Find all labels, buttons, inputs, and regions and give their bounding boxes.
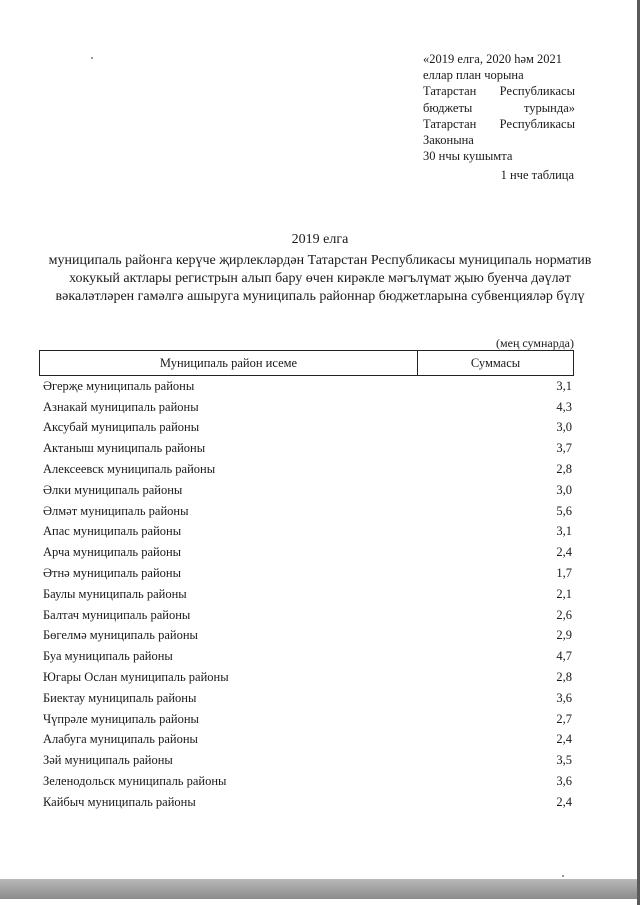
district-name: Зәй муниципаль районы: [43, 753, 173, 768]
subsidy-sum: 3,6: [556, 774, 572, 789]
district-name: Апас муниципаль районы: [43, 524, 182, 539]
scan-bottom-edge: [0, 879, 640, 899]
scan-speck: [562, 875, 564, 877]
table-row: [39, 626, 574, 647]
district-name: Чүпрәле муниципаль районы: [43, 711, 199, 726]
subsidy-sum: 3,1: [556, 524, 572, 539]
subsidy-sum: 2,4: [556, 545, 572, 560]
subsidy-sum: 4,7: [556, 649, 572, 664]
year-heading: 2019 елга: [291, 232, 349, 247]
district-name: Азнакай муниципаль районы: [43, 399, 199, 414]
table-row: [39, 376, 574, 397]
table-row: [39, 438, 574, 459]
district-name: Балтач муниципаль районы: [43, 607, 191, 622]
note-word: Татарстан: [423, 116, 477, 131]
district-name: Әтнә муниципаль районы: [43, 566, 182, 581]
note-line: [423, 83, 575, 99]
document-title: муниципаль районга керүче җирлекләрдән Татарстан Республикасы муниципаль норматив хокукый актлары регистрын алып бару өчен кирәкле мәгълүмат җыю буенча дәүләт вәкаләтләрен гамәлгә ашыруга муниципаль районнар бюджетларына субвенцияләр бүлү: [48, 253, 592, 305]
table-number: 1 нче таблица: [500, 168, 574, 182]
subsidy-sum: 3,5: [556, 753, 572, 768]
subsidy-sum: 4,3: [556, 399, 572, 414]
note-line: Законына: [423, 133, 474, 148]
law-appendix-note: [423, 51, 575, 164]
table-row: [39, 542, 574, 563]
table-row: [39, 688, 574, 709]
note-word: Республикасы: [499, 84, 575, 99]
district-name: Алексеевск муниципаль районы: [43, 462, 216, 477]
scan-speck: [91, 57, 93, 59]
table-row: [39, 563, 574, 584]
subsidy-sum: 2,4: [556, 732, 572, 747]
table-row: [39, 771, 574, 792]
district-name: Баулы муниципаль районы: [43, 586, 187, 601]
subsidy-sum: 3,6: [556, 690, 572, 705]
note-word: бюджеты: [423, 100, 473, 115]
table-row: [39, 397, 574, 418]
note-line: «2019 елга, 2020 һәм 2021: [423, 52, 563, 66]
note-line: [423, 100, 575, 116]
table-row: [39, 605, 574, 626]
district-name: Кайбыч муниципаль районы: [43, 794, 196, 809]
district-name: Актаныш муниципаль районы: [43, 441, 206, 456]
table-row: [39, 480, 574, 501]
subsidy-sum: 5,6: [556, 503, 572, 518]
table-row: [39, 418, 574, 439]
subsidy-sum: 3,1: [556, 378, 572, 393]
subsidy-sum: 3,0: [556, 482, 572, 497]
table-row: [39, 667, 574, 688]
note-line: [423, 116, 575, 132]
table-row: [39, 709, 574, 730]
subsidy-sum: 2,9: [556, 628, 572, 643]
table-row: [39, 522, 574, 543]
district-name: Югары Ослан муниципаль районы: [43, 670, 229, 685]
subsidy-table: [39, 350, 574, 813]
district-name: Бөгелмә муниципаль районы: [43, 628, 198, 643]
table-row: [39, 730, 574, 751]
subsidy-sum: 2,1: [556, 586, 572, 601]
table-row: [39, 584, 574, 605]
subsidy-sum: 2,7: [556, 711, 572, 726]
district-name: Биектау муниципаль районы: [43, 690, 197, 705]
header-sum: Суммасы: [470, 355, 521, 370]
note-line: еллар план чорына: [423, 68, 524, 83]
table-header: [39, 350, 574, 376]
header-district-name: Муниципаль район исеме: [40, 351, 418, 375]
district-name: Аксубай муниципаль районы: [43, 420, 200, 435]
subsidy-sum: 1,7: [556, 566, 572, 581]
district-name: Арча муниципаль районы: [43, 545, 182, 560]
table-body: [39, 376, 574, 813]
units-label: (мең сумнарда): [496, 336, 574, 350]
note-word: турында»: [523, 100, 575, 115]
district-name: Зеленодольск муниципаль районы: [43, 774, 227, 789]
subsidy-sum: 2,4: [556, 794, 572, 809]
note-line: 30 нчы кушымта: [423, 149, 513, 164]
district-name: Буа муниципаль районы: [43, 649, 173, 664]
district-name: Әлки муниципаль районы: [43, 482, 183, 497]
table-row: [39, 792, 574, 813]
table-row: [39, 501, 574, 522]
table-row: [39, 646, 574, 667]
district-name: Алабуга муниципаль районы: [43, 732, 198, 747]
table-row: [39, 459, 574, 480]
subsidy-sum: 3,7: [556, 441, 572, 456]
table-row: [39, 750, 574, 771]
subsidy-sum: 2,6: [556, 607, 572, 622]
subsidy-sum: 2,8: [556, 670, 572, 685]
district-name: Әлмәт муниципаль районы: [43, 503, 189, 518]
district-name: Әгерҗе муниципаль районы: [43, 378, 195, 393]
subsidy-sum: 3,0: [556, 420, 572, 435]
subsidy-sum: 2,8: [556, 462, 572, 477]
note-word: Татарстан: [423, 84, 477, 99]
note-word: Республикасы: [499, 116, 575, 131]
